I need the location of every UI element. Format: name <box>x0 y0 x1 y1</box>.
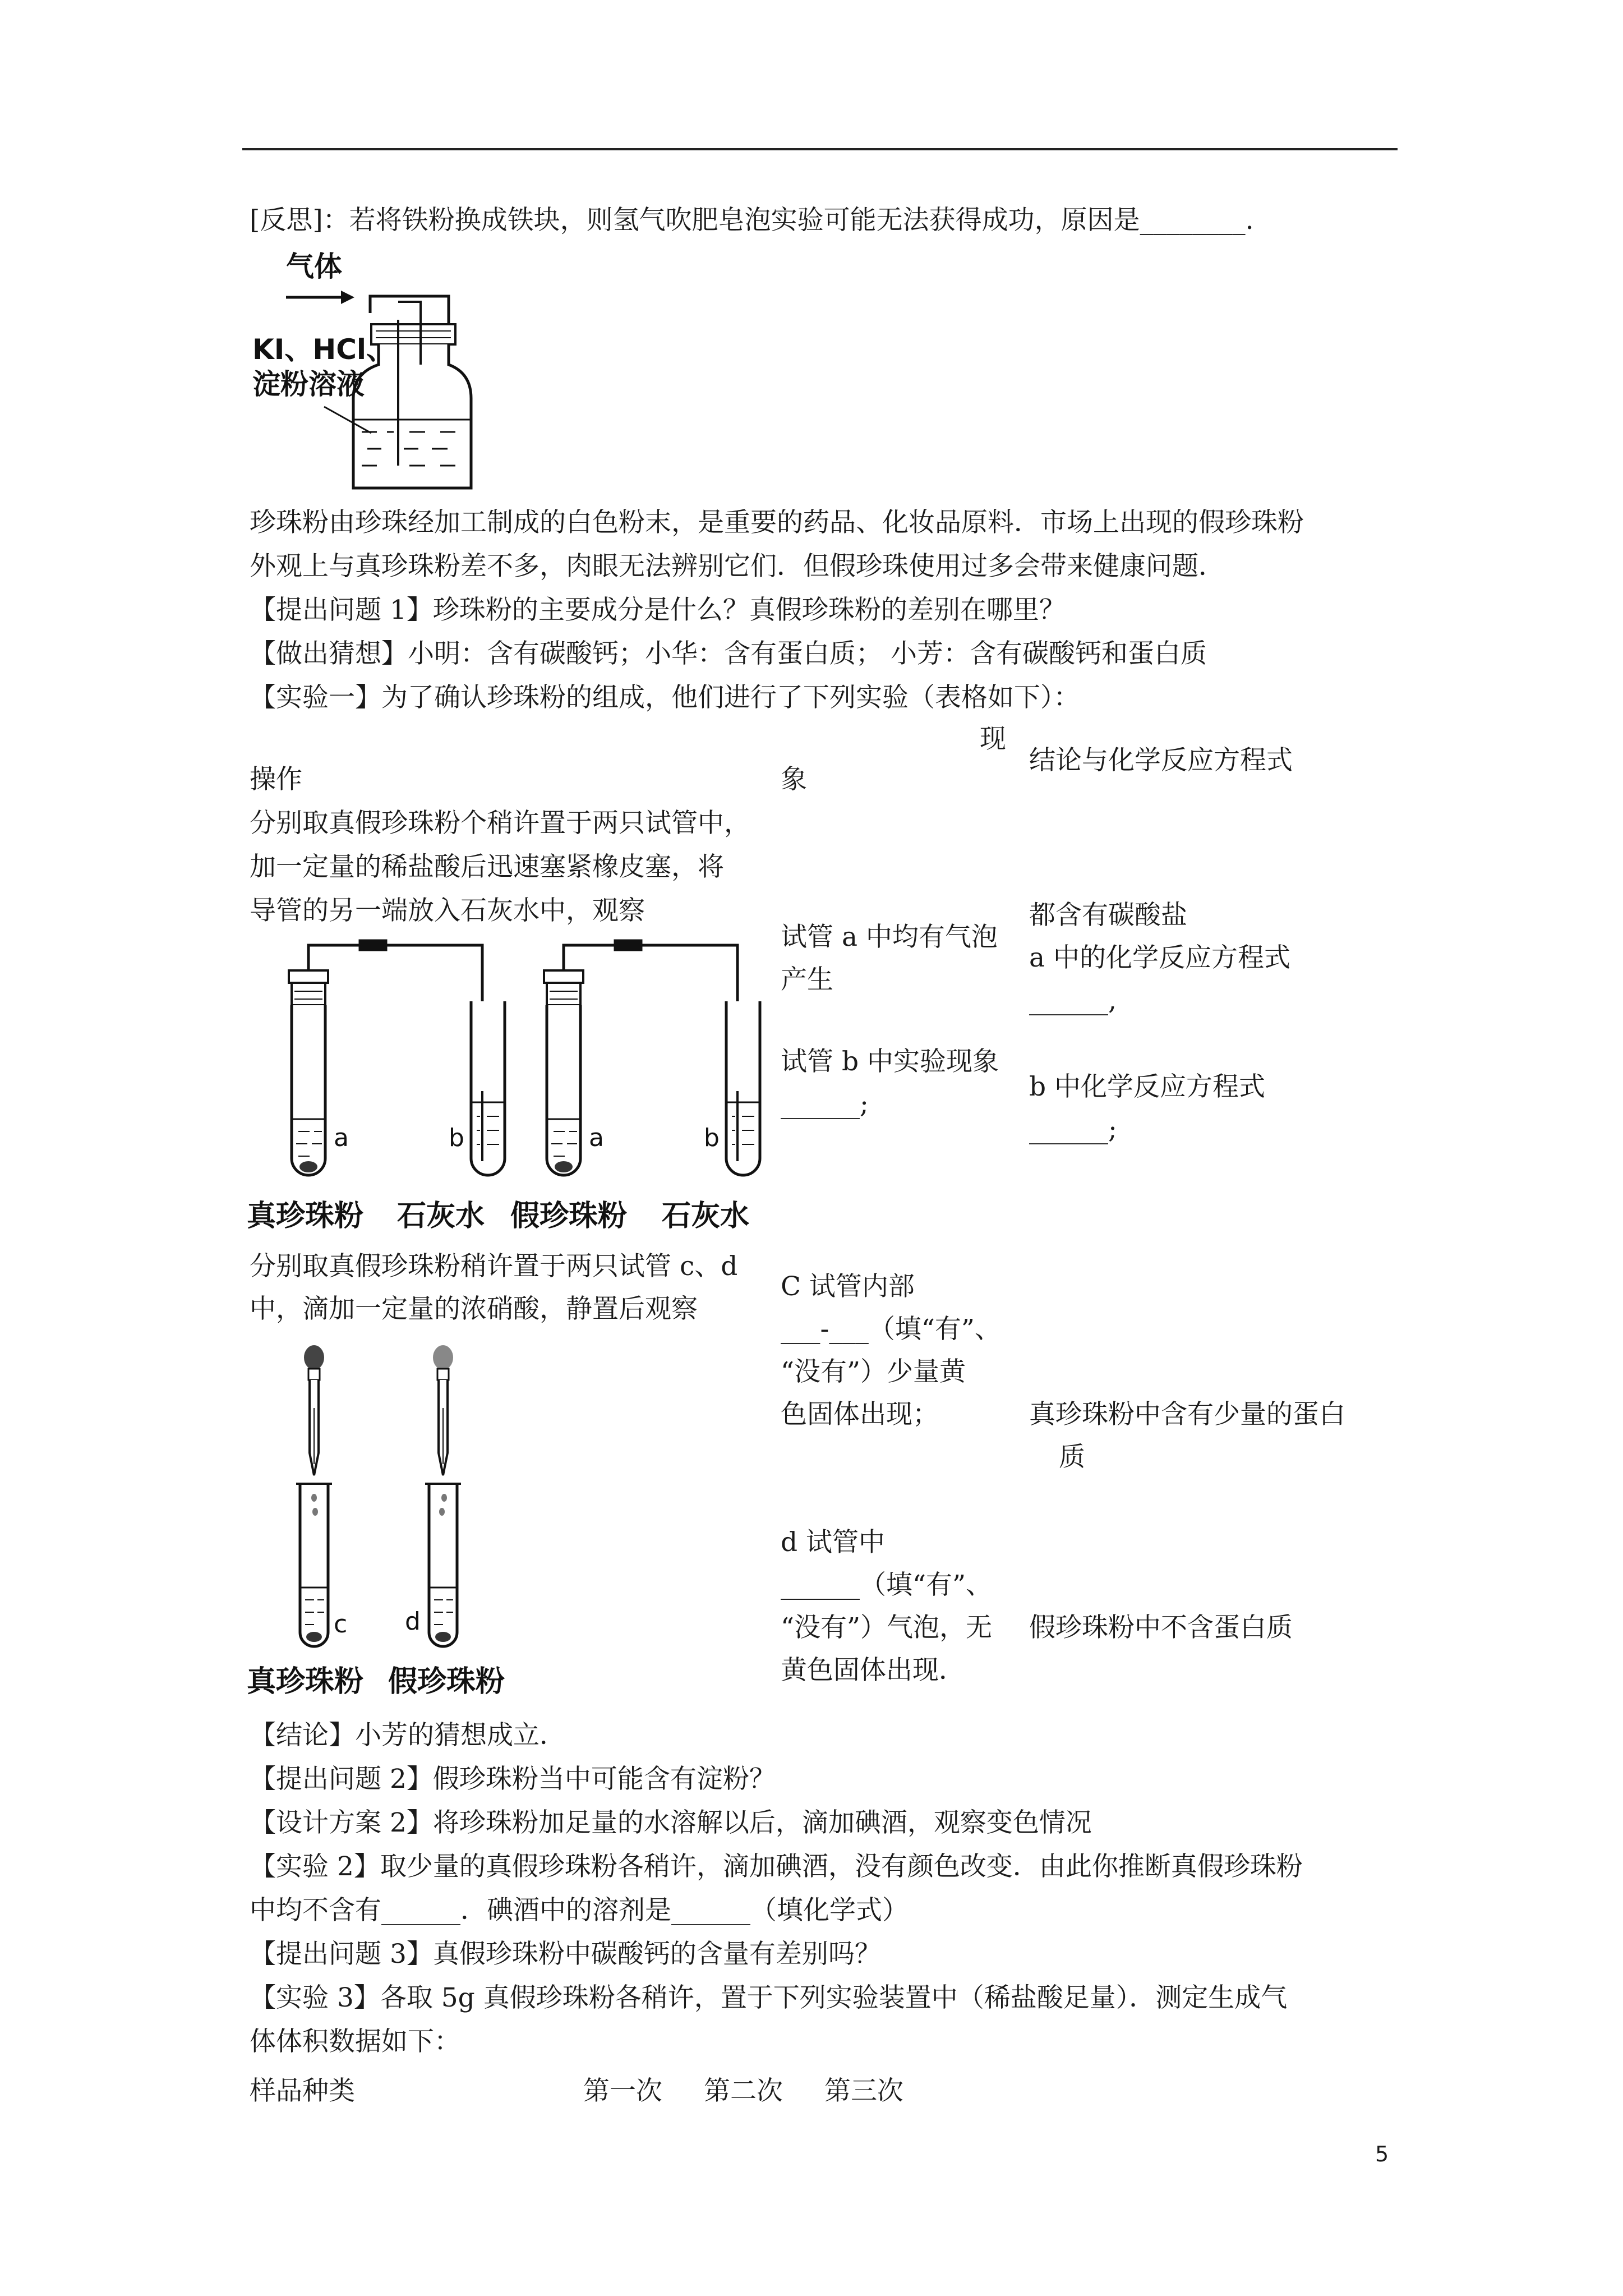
conclusion-line: 【结论】小芳的猜想成立． <box>250 1720 566 1751</box>
header-phenomenon-2: 象 <box>781 764 807 795</box>
caption-fake-pearl-2: 假珍珠粉 <box>388 1665 505 1699</box>
gas-label: 气体 <box>286 250 342 283</box>
row2-phenomenon-d-3: “没有”）气泡，无 <box>781 1612 993 1643</box>
row2-phenomenon-d-2: ______（填“有”、 <box>781 1570 993 1600</box>
tube-d-label: d <box>405 1607 421 1636</box>
experiment-3-line-2: 体体积数据如下： <box>250 2026 460 2057</box>
row2-phenomenon-c-1: C 试管内部 <box>781 1271 915 1302</box>
experiment-3-line-1: 【实验 3】各取 5g 真假珍珠粉各稍许，置于下列实验装置中（稀盐酸足量）．测定生成气 <box>250 1982 1288 2013</box>
limewater-test-figure <box>247 934 763 1237</box>
caption-fake-pearl-1: 假珍珠粉 <box>510 1199 628 1233</box>
design-plan-2: 【设计方案 2】将珍珠粉加足量的水溶解以后，滴加碘酒，观察变色情况 <box>250 1807 1092 1838</box>
row1-phenomenon-a-1: 试管 a 中均有气泡 <box>781 922 998 953</box>
question-2: 【提出问题 2】假珍珠粉当中可能含有淀粉？ <box>250 1764 776 1795</box>
experiment-2-line-2: 中均不含有______．碘酒中的溶剂是______（填化学式） <box>250 1895 909 1926</box>
data-table-header-sample: 样品种类 <box>250 2076 355 2106</box>
solution-label-1: KI、HCl、 <box>252 333 395 366</box>
data-table-col-2: 第二次 <box>704 2076 783 2106</box>
row1-conclusion-b-2: ______; <box>1029 1114 1117 1145</box>
row1-conclusion-a-3: ______, <box>1029 985 1117 1016</box>
row2-phenomenon-c-3: “没有”）少量黄 <box>781 1356 966 1387</box>
caption-real-pearl-2: 真珍珠粉 <box>247 1665 364 1699</box>
intro-line-1: 珍珠粉由珍珠经加工制成的白色粉末，是重要的药品、化妆品原料．市场上出现的假珍珠粉 <box>250 507 1304 538</box>
row1-operation-2: 加一定量的稀盐酸后迅速塞紧橡皮塞，将 <box>250 852 724 882</box>
caption-limewater-2: 石灰水 <box>662 1199 750 1233</box>
row1-operation-1: 分别取真假珍珠粉个稍许置于两只试管中， <box>250 808 750 839</box>
header-conclusion: 结论与化学反应方程式 <box>1029 745 1293 776</box>
row1-phenomenon-b-2: ______; <box>781 1089 869 1120</box>
tube-c-label: c <box>334 1610 348 1639</box>
data-table-col-1: 第一次 <box>583 2076 662 2106</box>
reflection-question: [反思]：若将铁粉换成铁块，则氢气吹肥皂泡实验可能无法获得成功，原因是________. <box>250 205 1254 236</box>
caption-limewater-1: 石灰水 <box>397 1199 485 1233</box>
solution-label-2: 淀粉溶液 <box>252 368 365 401</box>
data-table-col-3: 第三次 <box>824 2076 903 2106</box>
row1-conclusion-a-2: a 中的化学反应方程式 <box>1029 942 1290 973</box>
tube-a-label-1: a <box>334 1124 349 1152</box>
intro-line-2: 外观上与真珍珠粉差不多，肉眼无法辨别它们．但假珍珠使用过多会带来健康问题． <box>250 551 1225 582</box>
row2-phenomenon-d-4: 黄色固体出现． <box>781 1655 965 1686</box>
row2-operation-1: 分别取真假珍珠粉稍许置于两只试管 c、d <box>250 1251 738 1282</box>
caption-real-pearl-1: 真珍珠粉 <box>247 1199 364 1233</box>
header-operation: 操作 <box>250 764 302 795</box>
tube-b-label-1: b <box>449 1124 464 1152</box>
experiment-1-intro: 【实验一】为了确认珍珠粉的组成，他们进行了下列实验（表格如下）： <box>250 682 1080 713</box>
tube-a-label-2: a <box>589 1124 604 1152</box>
row2-phenomenon-c-4: 色固体出现； <box>781 1399 939 1430</box>
row1-phenomenon-b-1: 试管 b 中实验现象 <box>781 1046 999 1077</box>
tube-b-label-2: b <box>704 1124 720 1152</box>
row1-phenomenon-a-2: 产生 <box>781 964 833 995</box>
hypothesis: 【做出猜想】小明：含有碳酸钙；小华：含有蛋白质； 小芳：含有碳酸钙和蛋白质 <box>250 638 1207 669</box>
row2-phenomenon-d-1: d 试管中 <box>781 1527 886 1558</box>
row2-operation-2: 中，滴加一定量的浓硝酸，静置后观察 <box>250 1294 698 1324</box>
row2-phenomenon-c-2: ___-___（填“有”、 <box>781 1314 1001 1345</box>
page-number: 5 <box>1375 2142 1389 2166</box>
row2-conclusion-d: 假珍珠粉中不含蛋白质 <box>1029 1612 1293 1643</box>
experiment-2-line-1: 【实验 2】取少量的真假珍珠粉各稍许，滴加碘酒，没有颜色改变．由此你推断真假珍珠粉 <box>250 1851 1303 1882</box>
header-phenomenon-1: 现 <box>980 724 1006 754</box>
row2-conclusion-c-2: 质 <box>1059 1442 1085 1473</box>
gas-bottle-figure <box>247 241 482 499</box>
question-1: 【提出问题 1】珍珠粉的主要成分是什么？真假珍珠粉的差别在哪里？ <box>250 595 1066 625</box>
nitric-acid-test-figure <box>247 1341 527 1700</box>
question-3: 【提出问题 3】真假珍珠粉中碳酸钙的含量有差别吗？ <box>250 1939 881 1970</box>
row1-conclusion-a-1: 都含有碳酸盐 <box>1029 900 1187 931</box>
header-rule <box>242 148 1398 150</box>
row2-conclusion-c-1: 真珍珠粉中含有少量的蛋白 <box>1029 1399 1345 1430</box>
row1-conclusion-b-1: b 中化学反应方程式 <box>1029 1071 1266 1102</box>
row1-operation-3: 导管的另一端放入石灰水中，观察 <box>250 895 645 926</box>
